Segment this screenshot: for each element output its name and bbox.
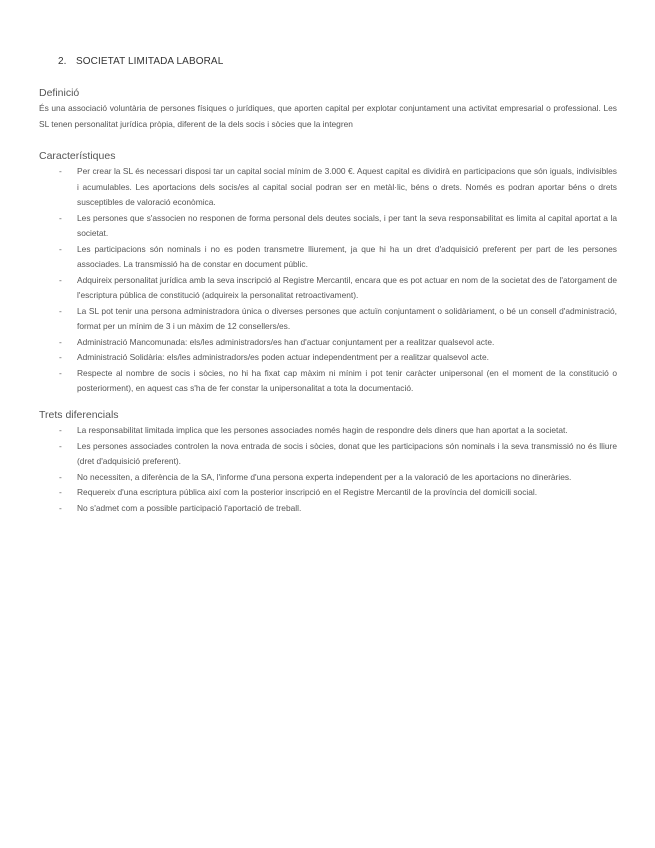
list-item-text: No necessiten, a diferència de la SA, l'informe d'una persona experta independent per a la valoració de les aportacions no dineràries. xyxy=(77,471,572,482)
section-heading xyxy=(58,56,223,67)
section-heading-title: SOCIETAT LIMITADA LABORAL xyxy=(76,56,224,67)
list-dash: - xyxy=(59,367,62,378)
list-dash: - xyxy=(59,440,62,451)
list-item xyxy=(39,485,617,501)
list-dash: - xyxy=(59,352,62,362)
list-dash: - xyxy=(59,471,62,482)
section-number: 2. xyxy=(58,56,67,67)
caracteristiques-list xyxy=(39,164,617,397)
list-dash: - xyxy=(59,166,62,176)
list-dash: - xyxy=(59,425,62,435)
list-dash: - xyxy=(59,487,62,497)
list-item-text: Adquireix personalitat jurídica amb la seva inscripció al Registre Mercantil, encara que es pot actuar en nom de la societat des de l'atorgament de l'escriptura pública de constitució (adquireix la personalitat retroactivament). xyxy=(77,274,617,300)
list-item xyxy=(39,273,617,304)
list-item xyxy=(39,439,617,470)
definicio-title: Definició xyxy=(39,87,80,99)
list-item-text: Requereix d'una escriptura pública així com la posterior inscripció en el Registre Mercantil de la província del domicili social. xyxy=(77,487,538,497)
list-item xyxy=(39,304,617,335)
list-dash: - xyxy=(59,274,62,285)
trets-title: Trets diferencials xyxy=(39,409,119,421)
list-dash: - xyxy=(59,502,62,513)
list-item xyxy=(39,211,617,242)
list-item-text: Les participacions són nominals i no es poden transmetre lliurement, ja que hi ha un dret d'adquisició preferent per part de les persones associades. La transmissió ha de constar en document públic. xyxy=(77,243,617,269)
list-item-text: Les persones associades controlen la nova entrada de socis i sòcies, donat que les participacions són nominals i la seva transmissió no és lliure (dret d'adquisició preferent). xyxy=(77,440,617,466)
list-item xyxy=(39,242,617,273)
trets-list xyxy=(39,423,617,516)
list-dash: - xyxy=(59,336,62,347)
list-item xyxy=(39,470,617,486)
list-dash: - xyxy=(59,212,62,223)
list-item xyxy=(39,423,617,439)
caracteristiques-title: Característiques xyxy=(39,150,116,162)
list-item xyxy=(39,366,617,397)
list-item-text: La SL pot tenir una persona administradora única o diverses persones que actuïn conjuntament o solidàriament, o bé un consell d'administració, format per un mínim de 3 i un màxim de 12 consellers/es. xyxy=(77,305,617,331)
list-item-text: Per crear la SL és necessari disposi tar un capital social mínim de 3.000 €. Aquest capital es dividirà en participacions que són iguals, indivisibles i acumulables. Les aportacions dels socis/es al capital social podran ser en metàl·lic, béns o drets. Només es podran aportar béns o drets susceptibles de valoració econòmica. xyxy=(77,166,617,207)
list-item-text: Administració Mancomunada: els/les administradors/es han d'actuar conjuntament per a realitzar qualsevol acte. xyxy=(77,336,495,347)
list-item-text: Respecte al nombre de socis i sòcies, no hi ha fixat cap màxim ni mínim i pot tenir caràcter unipersonal (en el moment de la constitució o posteriorment), en aquest cas s'ha de fer constar la unipersonalitat a tota la documentació. xyxy=(77,367,617,393)
list-dash: - xyxy=(59,305,62,316)
list-item xyxy=(39,501,617,517)
list-item xyxy=(39,350,617,366)
list-item xyxy=(39,335,617,351)
list-item-text: Administració Solidària: els/les administradors/es poden actuar independentment per a realitzar qualsevol acte. xyxy=(77,352,489,362)
list-dash: - xyxy=(59,243,62,254)
list-item-text: La responsabilitat limitada implica que les persones associades només hagin de respondre dels diners que han aportat a la societat. xyxy=(77,425,568,435)
list-item xyxy=(39,164,617,211)
definicio-text: És una associació voluntària de persones físiques o jurídiques, que aporten capital per explotar conjuntament una activitat empresarial o professional. Les SL tenen personalitat jurídica pròpia, diferent de la dels socis i sòcies que la integren xyxy=(39,103,617,129)
list-item-text: No s'admet com a possible participació l'aportació de treball. xyxy=(77,502,302,513)
list-item-text: Les persones que s'associen no responen de forma personal dels deutes socials, i per tant la seva responsabilitat es limita al capital aportat a la societat. xyxy=(77,212,617,238)
